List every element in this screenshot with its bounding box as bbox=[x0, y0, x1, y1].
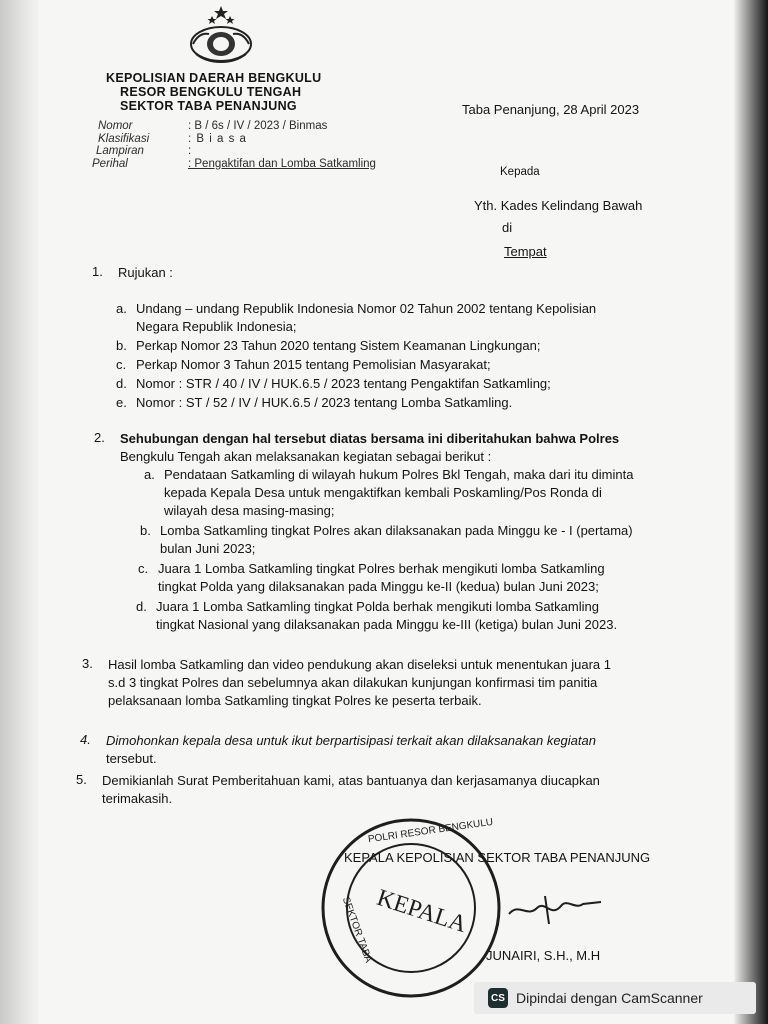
s2-item-b-label: b. bbox=[140, 523, 151, 538]
s2-item-a-line3: wilayah desa masing-masing; bbox=[164, 503, 335, 518]
meta-labels bbox=[92, 120, 149, 170]
s2-item-b-line2: bulan Juni 2023; bbox=[160, 541, 256, 556]
letterhead bbox=[106, 71, 321, 113]
meta-label-perihal: Perihal bbox=[92, 157, 128, 170]
page-right-shadow bbox=[734, 0, 768, 1024]
section-1-number: 1. bbox=[92, 264, 103, 279]
place-date: Taba Penanjung, 28 April 2023 bbox=[462, 102, 640, 117]
s2-item-c-line1: Juara 1 Lomba Satkamling tingkat Polres berhak mengikuti lomba Satkamling bbox=[158, 561, 605, 576]
s1-item-b-label: b. bbox=[116, 338, 127, 353]
s5-line1: Demikianlah Surat Pemberitahuan kami, atas bantuanya dan kerjasamanya diucapkan bbox=[102, 773, 600, 788]
meta-values bbox=[188, 120, 376, 170]
s3-line2: s.d 3 tingkat Polres dan sebelumnya akan dilakukan kunjungan konfirmasi tim panitia bbox=[108, 675, 598, 690]
s2-line1: Sehubungan dengan hal tersebut diatas bersama ini diberitahukan bahwa Polres bbox=[120, 431, 620, 446]
s1-item-c-line1: Perkap Nomor 3 Tahun 2015 tentang Pemolisian Masyarakat; bbox=[136, 357, 491, 372]
org-line-3: SEKTOR TABA PENANJUNG bbox=[120, 99, 297, 113]
camscanner-text: Dipindai dengan CamScanner bbox=[516, 990, 703, 1006]
s1-item-d-label: d. bbox=[116, 376, 127, 391]
page-left-shadow bbox=[0, 0, 38, 1024]
recipient-kepada: Kepada bbox=[500, 166, 540, 178]
s5-line2: terimakasih. bbox=[102, 791, 173, 806]
signatory-name: JUNAIRI, S.H., M.H bbox=[486, 948, 601, 963]
meta-value-klasifikasi: : B i a s a bbox=[188, 132, 247, 145]
section-5-number: 5. bbox=[76, 772, 87, 787]
s3-line3: pelaksanaan lomba Satkamling tingkat Polres ke peserta terbaik. bbox=[108, 693, 482, 708]
meta-label-lampiran: Lampiran bbox=[96, 145, 144, 157]
s1-item-a-line1: Undang – undang Republik Indonesia Nomor 02 Tahun 2002 tentang Kepolisian bbox=[136, 301, 597, 316]
org-line-2: RESOR BENGKULU TENGAH bbox=[120, 85, 302, 99]
s1-item-d-line1: Nomor : STR / 40 / IV / HUK.6.5 / 2023 tentang Pengaktifan Satkamling; bbox=[136, 376, 551, 391]
s2-item-d-line1: Juara 1 Lomba Satkamling tingkat Polda berhak mengikuti lomba Satkamling bbox=[156, 599, 599, 614]
stamp-center-text: KEPALA bbox=[373, 884, 470, 939]
police-emblem-icon bbox=[184, 4, 258, 64]
s4-line1: Dimohonkan kepala desa untuk ikut berpartisipasi terkait akan dilaksanakan kegiatan bbox=[106, 733, 596, 748]
recipient-di: di bbox=[502, 220, 513, 235]
closing-title: KEPALA KEPOLISIAN SEKTOR TABA PENANJUNG bbox=[344, 850, 651, 865]
meta-value-nomor: : B / 6s / IV / 2023 / Binmas bbox=[188, 120, 328, 132]
org-line-1: KEPOLISIAN DAERAH BENGKULU bbox=[106, 71, 322, 85]
section-4-number: 4. bbox=[80, 732, 91, 747]
s2-item-a-label: a. bbox=[144, 467, 155, 482]
s2-item-a-line1: Pendataan Satkamling di wilayah hukum Polres Bkl Tengah, maka dari itu diminta bbox=[164, 467, 634, 482]
recipient-tempat: Tempat bbox=[504, 244, 547, 259]
meta-label-nomor: Nomor bbox=[98, 120, 133, 132]
signature bbox=[505, 888, 605, 928]
meta-label-klasifikasi: Klasifikasi bbox=[98, 132, 150, 145]
s2-item-c-line2: tingkat Polda yang dilaksanakan pada Minggu ke-II (kedua) bulan Juni 2023; bbox=[158, 579, 599, 594]
s2-item-b-line1: Lomba Satkamling tingkat Polres akan dilaksanakan pada Minggu ke - I (pertama) bbox=[160, 523, 633, 538]
s1-item-e-line1: Nomor : ST / 52 / IV / HUK.6.5 / 2023 tentang Lomba Satkamling. bbox=[136, 395, 513, 410]
s4-line2: tersebut. bbox=[106, 751, 157, 766]
meta-value-lampiran: : bbox=[188, 145, 192, 157]
meta-value-perihal: : Pengaktifan dan Lomba Satkamling bbox=[188, 157, 376, 170]
s3-line1: Hasil lomba Satkamling dan video pendukung akan diseleksi untuk menentukan juara 1 bbox=[108, 657, 611, 672]
camscanner-icon: CS bbox=[488, 988, 508, 1008]
stamp-text-left: SEKTOR TABA bbox=[339, 895, 374, 965]
section-3-number: 3. bbox=[82, 656, 93, 671]
s1-item-b-line1: Perkap Nomor 23 Tahun 2020 tentang Sistem Keamanan Lingkungan; bbox=[136, 338, 541, 353]
official-stamp bbox=[318, 815, 504, 1001]
s1-item-a-label: a. bbox=[116, 301, 127, 316]
s1-item-e-label: e. bbox=[116, 395, 127, 410]
s1-item-c-label: c. bbox=[116, 357, 127, 372]
s2-line2: Bengkulu Tengah akan melaksanakan kegiatan sebagai berikut : bbox=[120, 449, 492, 464]
section-2-number: 2. bbox=[94, 430, 105, 445]
s1-item-a-line2: Negara Republik Indonesia; bbox=[136, 319, 297, 334]
stamp-text-top: POLRI RESOR BENGKULU bbox=[367, 816, 494, 846]
s2-item-d-label: d. bbox=[136, 599, 147, 614]
camscanner-watermark bbox=[474, 982, 756, 1014]
section-1-title: Rujukan : bbox=[118, 265, 173, 280]
s2-item-c-label: c. bbox=[138, 561, 149, 576]
recipient-name: Yth. Kades Kelindang Bawah bbox=[474, 198, 643, 213]
s2-item-a-line2: kepada Kepala Desa untuk mengaktifkan kembali Poskamling/Pos Ronda di bbox=[164, 485, 602, 500]
s2-item-d-line2: tingkat Nasional yang dilaksanakan pada Minggu ke-III (ketiga) bulan Juni 2023. bbox=[156, 617, 618, 632]
